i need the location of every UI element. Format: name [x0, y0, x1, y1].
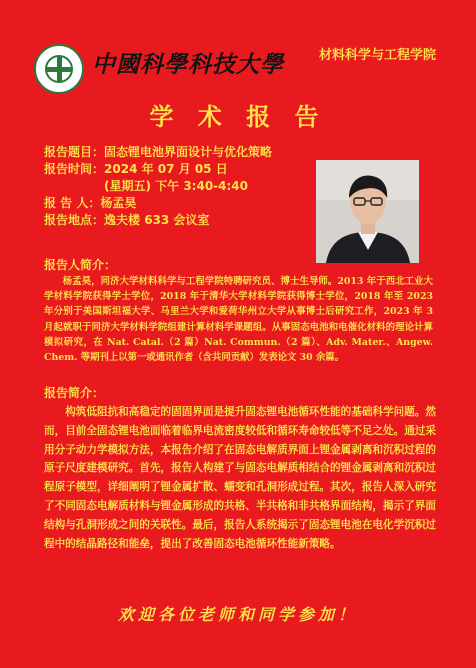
university-logo [34, 44, 84, 94]
college-name: 材料科学与工程学院 [318, 48, 436, 63]
place-row [44, 212, 209, 229]
place-label: 报告地点： [44, 213, 105, 227]
time-row-2 [104, 178, 248, 195]
speaker-label: 报 告 人： [44, 196, 101, 210]
time-row [44, 161, 228, 178]
bio-heading: 报告人简介： [44, 258, 117, 272]
time-label: 报告时间： [44, 162, 105, 176]
speaker-value: 杨孟昊 [100, 196, 137, 210]
time-weekday: (星期五) 下午 3:40-4:40 [104, 179, 249, 193]
welcome-message: 欢迎各位老师和同学参加！ [117, 605, 358, 624]
topic-value: 固态锂电池界面设计与优化策略 [104, 145, 273, 159]
poster-title: 学 术 报 告 [149, 103, 327, 131]
time-date: 2024 年 07 月 05 日 [104, 162, 228, 176]
place-value: 逸夫楼 633 会议室 [104, 213, 210, 227]
abstract-text: 构筑低阻抗和高稳定的固固界面是提升固态锂电池循环性能的基础科学问题。然而，目前全固态锂电池面临着临界电流密度较低和循环寿命较低等不足之处。通过采用分子动力学模拟方法，本报告介绍了在固态电解质界面上锂金属剥离和沉积过程的原子尺度建模研究。首先，报告人构建了与固态电解质相结合的锂金属剥离和沉积过程原子模型，详细阐明了锂金属扩散、蠕变和孔洞形成过程。其次，报告人深入研究了不同固态电解质材料与锂金属形成的共格、半共格和非共格界面结构，揭示了界面结构与孔洞形成之间的关联性。最后，报告人系统揭示了固态锂电池在电化学沉积过程中的结晶路径和能垒，提出了改善固态电池循环性能新策略。 [44, 406, 436, 550]
university-name: 中國科學科技大學 [92, 51, 284, 78]
topic-row [44, 144, 272, 161]
speaker-row [44, 195, 136, 212]
speaker-photo [316, 160, 419, 263]
abstract-heading: 报告简介： [44, 386, 105, 400]
bio-text: 杨孟昊，同济大学材料科学与工程学院特聘研究员、博士生导师。2013 年于西北工业大学材料学院获得学士学位，2018 年于清华大学材料学院获得博士学位，2018 年至 2023 年分别于美国斯坦福大学、马里兰大学和爱荷华州立大学从事博士后研究工作，2023 年 3 月起就职于同济大学材料学院组建计算材料学课题组。从事固态电池和电催化材料的理论计算模拟研究，在 Nat. Catal.（2 篇）Nat. Commun.（2 篇）、Adv. Mater.、Angew. Chem. 等期刊上以第一或通讯作者（含共同贡献）发表论文 30 余篇。 [44, 276, 433, 364]
topic-label: 报告题目： [44, 145, 105, 159]
